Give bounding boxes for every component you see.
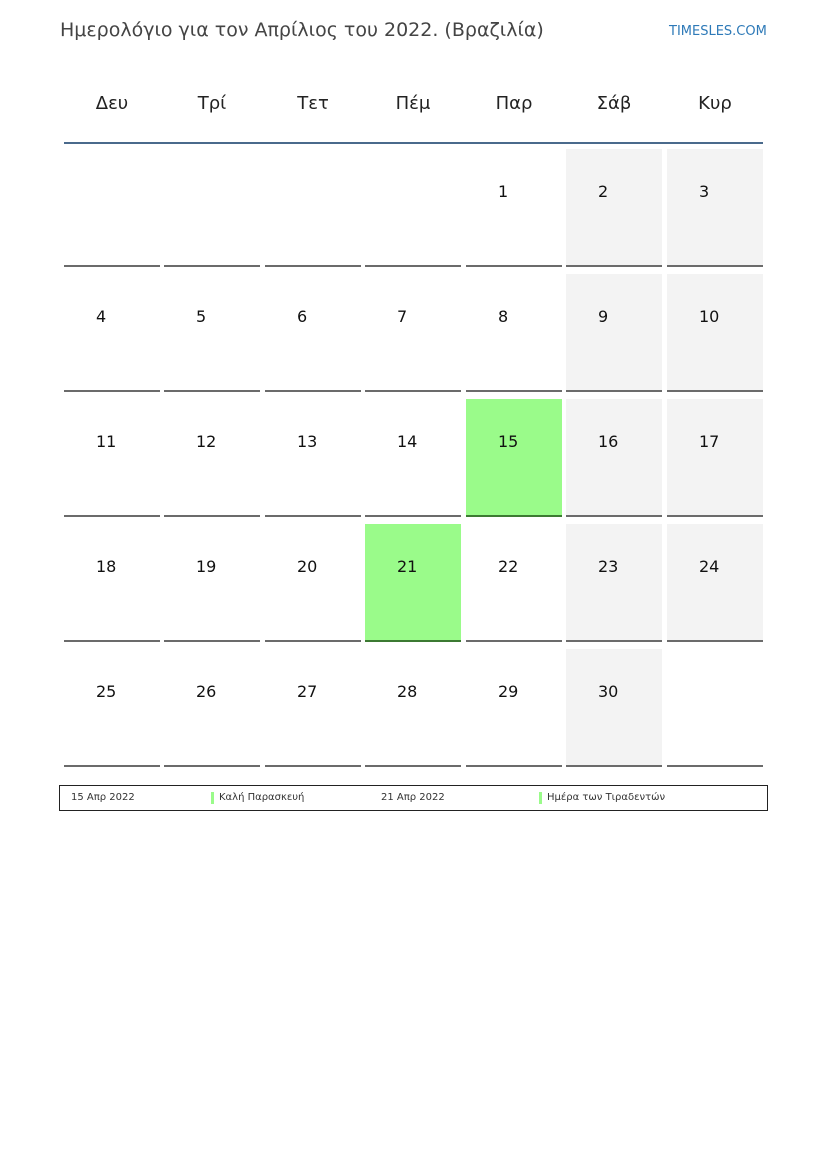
weekday-label: Τετ (297, 93, 329, 114)
day-number: 6 (297, 307, 308, 326)
day-number: 8 (498, 307, 509, 326)
day-cell (566, 524, 662, 642)
day-cell (64, 649, 160, 767)
day-number: 30 (598, 682, 619, 701)
day-number: 15 (498, 432, 519, 451)
holiday-legend (59, 785, 768, 811)
day-cell (164, 649, 260, 767)
legend-color-marker (211, 792, 214, 804)
day-number: 23 (598, 557, 619, 576)
day-cell (667, 524, 763, 642)
day-cell (265, 524, 361, 642)
day-number: 17 (699, 432, 720, 451)
day-number: 12 (196, 432, 217, 451)
day-number: 1 (498, 182, 509, 201)
legend-holiday-name: Ημέρα των Τιραδεντών (547, 792, 666, 803)
empty-day-cell (164, 149, 260, 267)
day-number: 29 (498, 682, 519, 701)
day-number: 11 (96, 432, 117, 451)
day-cell (64, 399, 160, 517)
day-number: 19 (196, 557, 217, 576)
weekday-label: Σάβ (596, 93, 632, 114)
page-title: Ημερολόγιο για τον Απρίλιος του 2022. (Βραζιλία) (60, 19, 544, 41)
day-number: 28 (397, 682, 418, 701)
day-cell (466, 149, 562, 267)
legend-holiday-name: Καλή Παρασκευή (219, 792, 305, 803)
empty-day-cell (667, 649, 763, 767)
calendar-grid (64, 149, 763, 774)
day-number: 16 (598, 432, 619, 451)
day-number: 2 (598, 182, 609, 201)
day-number: 18 (96, 557, 117, 576)
legend-date: 21 Απρ 2022 (381, 792, 445, 803)
holiday-day-cell (466, 399, 562, 517)
day-number: 24 (699, 557, 720, 576)
day-cell (164, 274, 260, 392)
day-cell (566, 149, 662, 267)
weekday-label: Δευ (95, 93, 129, 114)
day-number: 7 (397, 307, 408, 326)
day-number: 27 (297, 682, 318, 701)
day-number: 20 (297, 557, 318, 576)
header-divider (64, 142, 763, 144)
day-cell (466, 274, 562, 392)
day-cell (265, 274, 361, 392)
day-cell (365, 649, 461, 767)
day-number: 10 (699, 307, 720, 326)
day-number: 4 (96, 307, 107, 326)
holiday-day-cell (365, 524, 461, 642)
day-number: 13 (297, 432, 318, 451)
legend-date: 15 Απρ 2022 (71, 792, 135, 803)
day-cell (566, 399, 662, 517)
day-cell (667, 149, 763, 267)
empty-day-cell (64, 149, 160, 267)
day-cell (265, 399, 361, 517)
day-number: 3 (699, 182, 710, 201)
day-number: 14 (397, 432, 418, 451)
day-cell (667, 399, 763, 517)
day-number: 9 (598, 307, 609, 326)
weekday-label: Τρί (197, 93, 227, 114)
day-cell (365, 274, 461, 392)
day-cell (566, 649, 662, 767)
brand-link[interactable]: TIMESLES.COM (669, 24, 767, 39)
day-number: 21 (397, 557, 418, 576)
day-cell (466, 524, 562, 642)
empty-day-cell (365, 149, 461, 267)
weekday-header-row (64, 64, 763, 142)
day-number: 22 (498, 557, 519, 576)
day-cell (64, 524, 160, 642)
day-cell (566, 274, 662, 392)
weekday-label: Παρ (495, 93, 533, 114)
day-cell (265, 649, 361, 767)
weekday-label: Πέμ (395, 93, 431, 114)
day-cell (164, 399, 260, 517)
legend-color-marker (539, 792, 542, 804)
day-cell (466, 649, 562, 767)
empty-day-cell (265, 149, 361, 267)
day-cell (64, 274, 160, 392)
day-number: 25 (96, 682, 117, 701)
day-number: 5 (196, 307, 207, 326)
day-cell (164, 524, 260, 642)
day-number: 26 (196, 682, 217, 701)
weekday-label: Κυρ (698, 93, 732, 114)
day-cell (365, 399, 461, 517)
day-cell (667, 274, 763, 392)
